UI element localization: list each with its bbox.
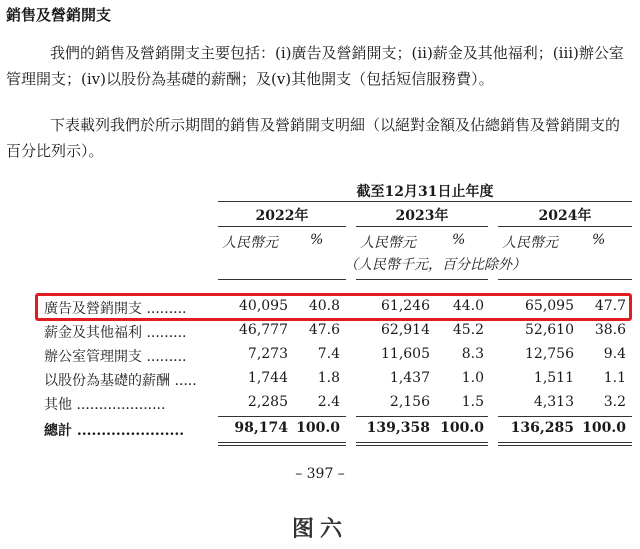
currency-header-2023: 人民幣元	[360, 235, 416, 251]
header-bottom-rule-2024	[498, 279, 632, 280]
row-percent: 45.2	[452, 322, 484, 338]
total-value: 139,358	[366, 420, 430, 436]
row-percent: 1.0	[461, 370, 484, 386]
row-value: 1,744	[247, 370, 288, 386]
row-value: 1,437	[389, 370, 430, 386]
total-label: 總計 ......................	[44, 423, 185, 439]
period-rule	[218, 201, 632, 202]
total-top-rule-2023	[356, 416, 488, 417]
row-value: 4,313	[533, 394, 574, 410]
row-value: 65,095	[525, 298, 574, 314]
row-label: 辦公室管理開支 .........	[44, 349, 187, 365]
row-label: 廣告及營銷開支 .........	[44, 301, 187, 317]
row-value: 2,285	[247, 394, 288, 410]
row-percent: 40.8	[308, 298, 340, 314]
section-heading: 銷售及營銷開支	[6, 6, 112, 24]
row-label: 薪金及其他福利 .........	[44, 325, 187, 341]
row-percent: 8.3	[461, 346, 484, 362]
row-value: 40,095	[239, 298, 288, 314]
currency-header-2022: 人民幣元	[222, 235, 278, 251]
table-intro-paragraph	[6, 112, 634, 164]
row-value: 61,246	[381, 298, 430, 314]
row-value: 2,156	[389, 394, 430, 410]
total-top-rule-2022	[218, 416, 346, 417]
row-value: 46,777	[239, 322, 288, 338]
row-percent: 3.2	[603, 394, 626, 410]
period-header: 截至12月31日止年度	[356, 184, 494, 200]
row-percent: 44.0	[452, 298, 484, 314]
year-2024: 2024年	[538, 208, 592, 224]
total-top-rule-2024	[498, 416, 632, 417]
unit-note: （人民幣千元，百分比除外）	[344, 257, 526, 273]
row-percent: 1.1	[603, 370, 626, 386]
total-percent: 100.0	[440, 420, 484, 436]
year-2023: 2023年	[395, 208, 449, 224]
total-bottom-double-rule-2022	[218, 442, 346, 446]
header-bottom-rule-2023	[356, 279, 488, 280]
row-percent: 2.4	[317, 394, 340, 410]
total-value: 98,174	[234, 420, 288, 436]
row-percent: 47.6	[308, 322, 340, 338]
currency-header-2024: 人民幣元	[502, 235, 558, 251]
row-label: 其他 ....................	[44, 397, 166, 413]
percent-header-2022: %	[310, 232, 324, 248]
row-value: 11,605	[381, 346, 430, 362]
percent-header-2023: %	[452, 232, 466, 248]
table-intro-paragraph-text: 下表載列我們於所示期間的銷售及營銷開支明細（以絕對金額及佔總銷售及營銷開支的百分比列示）。	[6, 116, 621, 160]
row-percent: 1.5	[461, 394, 484, 410]
total-percent: 100.0	[582, 420, 626, 436]
row-label: 以股份為基礎的薪酬 .....	[44, 373, 197, 389]
row-value: 52,610	[525, 322, 574, 338]
intro-paragraph	[6, 40, 634, 92]
total-bottom-double-rule-2024	[498, 442, 632, 446]
row-value: 62,914	[381, 322, 430, 338]
year-rule-2022	[218, 226, 346, 227]
total-percent: 100.0	[296, 420, 340, 436]
row-value: 12,756	[525, 346, 574, 362]
year-2022: 2022年	[255, 208, 309, 224]
total-value: 136,285	[510, 420, 574, 436]
row-value: 1,511	[533, 370, 574, 386]
header-bottom-rule-2022	[218, 279, 346, 280]
row-percent: 38.6	[594, 322, 626, 338]
figure-caption: 图六	[291, 517, 348, 542]
page-number: – 397 –	[295, 466, 345, 482]
intro-paragraph-text: 我們的銷售及營銷開支主要包括：(i)廣告及營銷開支；(ii)薪金及其他福利；(iii)辦公室管理開支；(iv)以股份為基礎的薪酬；及(v)其他開支（包括短信服務費）。	[6, 44, 624, 88]
row-percent: 47.7	[594, 298, 626, 314]
row-percent: 9.4	[603, 346, 626, 362]
row-value: 7,273	[247, 346, 288, 362]
row-percent: 1.8	[317, 370, 340, 386]
total-bottom-double-rule-2023	[356, 442, 488, 446]
row-percent: 7.4	[317, 346, 340, 362]
year-rule-2023	[356, 226, 488, 227]
year-rule-2024	[498, 226, 632, 227]
percent-header-2024: %	[592, 232, 606, 248]
